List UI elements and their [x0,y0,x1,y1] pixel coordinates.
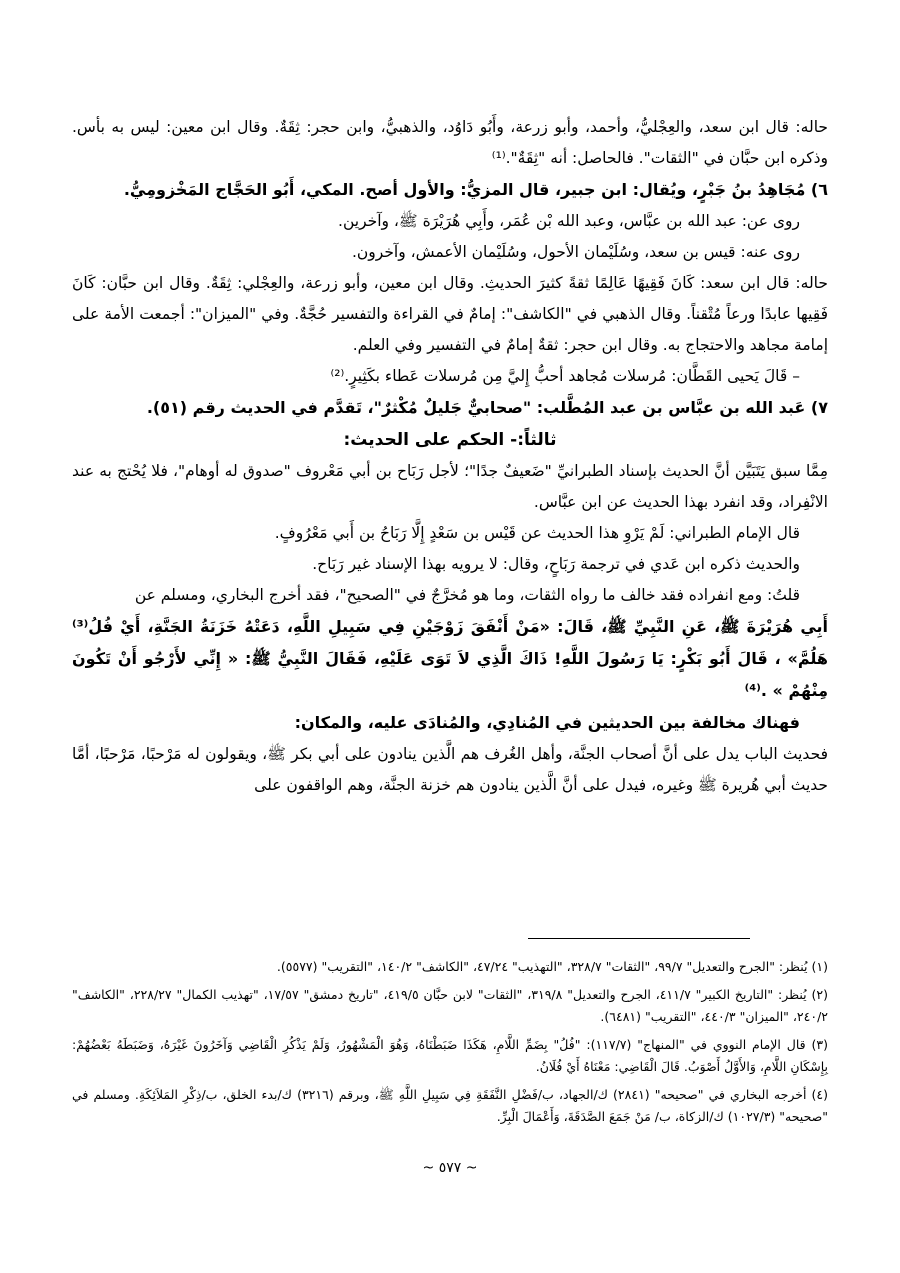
footnote-4: (٤) أخرجه البخاري في "صحيحه" (٢٨٤١) ك/الجهاد، ب/فَضْلِ النَّفَقَةِ فِي سَبِيلِ اللَّهِ ﷺ، وبرقم (٣٢١٦) ك/بدء الخلق، ب/ذِكْرِ المَلاَئِكَةِ. ومسلم في "صحيحه" (١٠٢٧/٣) ك/الزكاة، ب/ مَنْ جَمَعَ الصَّدَقَةَ، وَأَعْمَالَ الْبِرِّ. [72,1087,828,1124]
main-text [72,112,828,801]
ibn-adi-quote: والحديث ذكره ابن عَدي في ترجمة رَبَاحٍ، وقال: لا يرويه بهذا الإسناد غير رَبَاح. [312,555,800,573]
paragraph-status-1: حاله: قال ابن سعد، والعِجْليُّ، وأحمد، وأبو زرعة، وأَبُو دَاوُد، والذهبيُّ، وابن حجر: ثِقَةٌ. وقال ابن معين: ليس به بأس. وذكره ابن حبَّان في "الثقات". فالحاصل: أنه "ثِقَةٌ".⁽¹⁾ [72,118,828,167]
footnote-separator [528,938,750,939]
narrator-mujahid: ٦) مُجَاهِدُ بنُ جَبْرٍ، ويُقال: ابن جبير، قال المزيُّ: والأول أصح. المكي، أَبُو الحَجَّاج المَخْزومِيُّ. [123,180,828,199]
footnotes [72,956,828,1134]
hadith-text: أَبِي هُرَيْرَةَ ﷺ، عَنِ النَّبِيِّ ﷺ، قَالَ: «مَنْ أَنْفَقَ زَوْجَيْنِ فِي سَبِيلِ اللَّهِ، دَعَتْهُ خَزَنَةُ الجَنَّةِ، أَيْ فُلُ⁽³⁾ هَلُمَّ» ، قَالَ أَبُو بَكْرٍ: يَا رَسُولَ اللَّهِ! ذَاكَ الَّذِي لاَ تَوَى عَلَيْهِ، فَقَالَ النَّبِيُّ ﷺ: « إِنِّي لأَرْجُو أَنْ تَكُونَ مِنْهُمْ » .⁽⁴⁾ [72,617,828,700]
footnote-3: (٣) قال الإمام النووي في "المنهاج" (١١٧/٧): "فُلُ" بِضَمِّ اللَّامِ، هَكَذَا ضَبَطْنَاهُ، وَهُوَ الْمَشْهُورُ، وَلَمْ يَذْكُرِ الْقَاضِي وَآخَرُونَ غَيْرَهُ، وَضَبَطَهُ بَعْضُهُمْ: بِإِسْكَانِ اللَّامِ، وَالأَوَّلُ أَصْوَبُ. قَالَ الْقَاضِي: مَعْنَاهُ أَيْ فُلَانُ. [72,1037,828,1074]
comment-paragraph: قلتُ: ومع انفراده فقد خالف ما رواه الثقات، وما هو مُخرَّجٌ في "الصحيح"، فقد أخرج البخاري، ومسلم عن [134,586,800,604]
narrated-from: روى عن: عبد الله بن عبَّاس، وعبد الله بْن عُمَر، وأَبِي هُرَيْرَة ﷺ، وآخرين. [338,212,800,230]
qattan-quote: – قَالَ يَحيى القَطَّان: مُرسلات مُجاهد أحبُّ إِليَّ مِن مُرسلات عَطاء بكَثِيرٍ.⁽²⁾ [330,367,800,385]
ruling-paragraph: مِمَّا سبق يَتَبَيَّن أنَّ الحديث بإسناد الطبرانيِّ "ضَعيفٌ جدًا"؛ لأجل رَبَاح بن أبي مَعْروف "صدوق له أوهام"، فلا يُحْتج به عند الانْفِراد، وقد انفرد بهذا الحديث عن ابن عبَّاس. [72,462,828,511]
paragraph-status-2: حاله: قال ابن سعد: كَانَ فَقِيهًا عَالِمًا ثقةً كثيرَ الحديثِ. وقال ابن معين، وأبو زرعة، والعِجْلي: ثِقَةٌ. وقال ابن حبَّان: كَانَ فَقِيها عابدًا ورعاً مُتْقناً. وقال الذهبي في "الكاشف": إمامٌ في القراءة والتفسير حُجَّةٌ. وفي "الميزان": أجمعت الأمة على إمامة مجاهد والاحتجاج به. وقال ابن حجر: ثقةٌ إمامٌ في التفسير وفي العلم. [72,274,828,354]
footnote-2: (٢) يُنظر: "التاريخ الكبير" ٤١١/٧، الجرح والتعديل" ٣١٩/٨، "الثقات" لابن حبَّان ٤١٩/٥، "تاريخ دمشق" ١٧/٥٧، "تهذيب الكمال" ٢٢٨/٢٧، "الكاشف" ٢٤٠/٢، "الميزان" ٤٤٠/٣، "التقريب" (٦٤٨١). [72,987,828,1024]
footnote-1: (١) يُنظر: "الجرح والتعديل" ٩٩/٧، "الثقات" ٣٢٨/٧، "التهذيب" ٤٧/٢٤، "الكاشف" ١٤٠/٢، "التقريب" (٥٥٧٧). [276,959,828,974]
narrated-by: روى عنه: قيس بن سعد، وسُلَيْمان الأحول، وسُلَيْمان الأعمش، وآخرون. [351,243,800,261]
difference-heading: فهناك مخالفة بين الحديثين في المُنادِي، والمُنادَى عليه، والمكان: [294,713,800,732]
narrator-ibn-abbas: ٧) عَبد الله بن عبَّاس بن عبد المُطَّلب: "صحابيٌّ جَليلٌ مُكْثرٌ"، تَقدَّم في الحديث رقم (٥١). [146,398,828,417]
explanation-paragraph: فحديث الباب يدل على أنَّ أصحاب الجنَّة، وأهل الغُرف هم الَّذين ينادون على أبي بكر ﷺ، ويقولون له مَرْحبًا، مَرْحبًا، أمَّا حديث أبي هُريرة ﷺ وغيره، فيدل على أنَّ الَّذين ينادون هم خزنة الجنَّة، وهم الواقفون على [72,745,828,794]
page-number: ~ ٥٧٧ ~ [422,1160,478,1176]
section-heading: ثالثاً:- الحكم على الحديث: [343,430,557,450]
tabarani-quote: قال الإمام الطبراني: لَمْ يَرْوِ هذا الحديث عن قَيْس بن سَعْدٍ إِلَّا رَبَاحُ بن أَبي مَعْرُوفٍ. [274,524,800,542]
